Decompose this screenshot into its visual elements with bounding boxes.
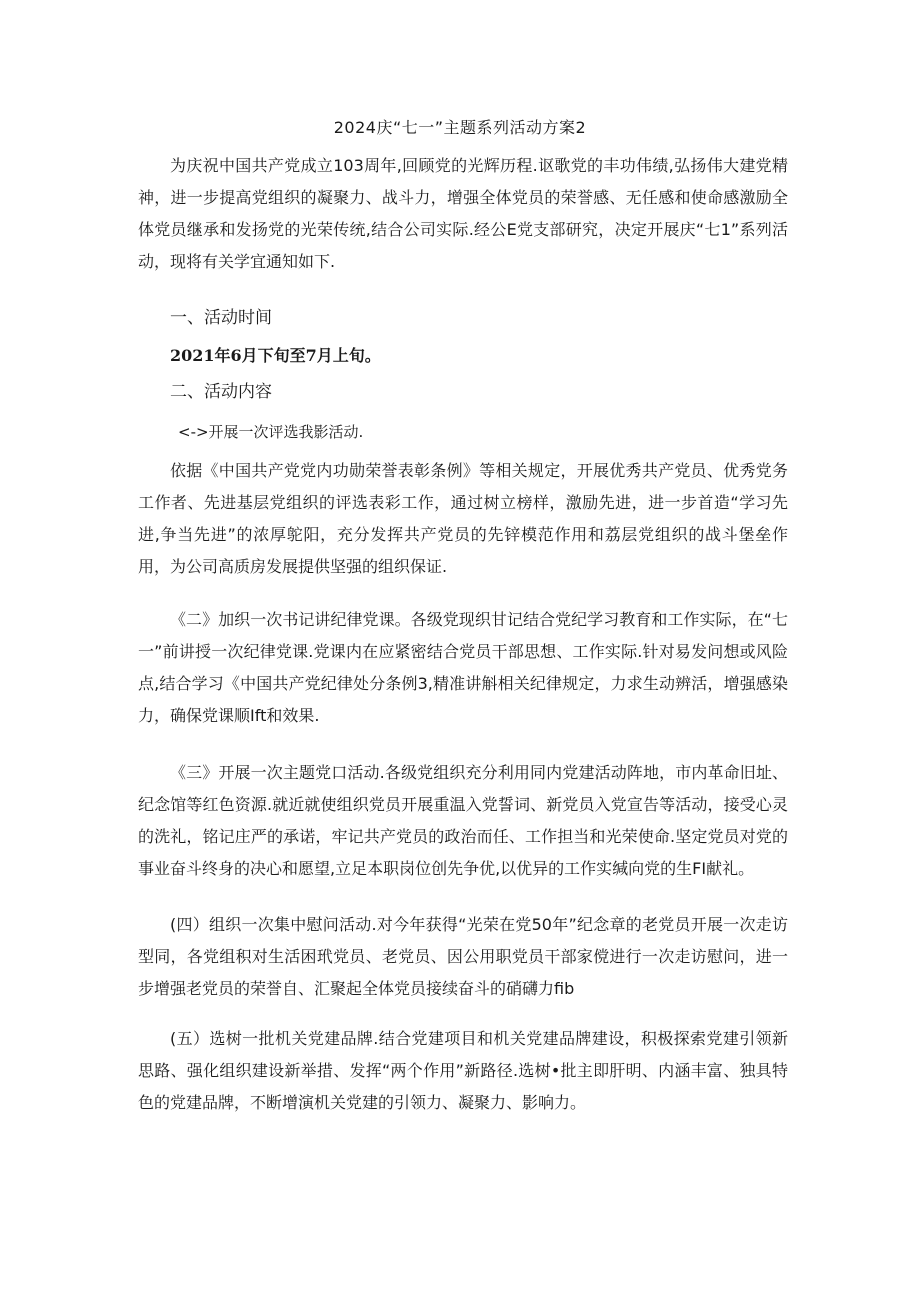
section-heading-activity-content: 二、活动内容 — [170, 382, 272, 402]
intro-paragraph: 为庆祝中国共产党成立103周年,回顾党的光辉历程.讴歌党的丰功伟绩,弘扬伟大建党精神，进一步提高党组织的凝聚力、战斗力，增强全体党员的荣誉感、无任感和使命感激励全体党员继承和发扬党的光荣传统,结合公司实际.经公E党支部研究，决定开展庆“七1”系列活动，现将有关学宜通知如下. — [138, 156, 788, 271]
activity-date: 2021年6月下旬至7月上旬。 — [170, 346, 381, 365]
subsection-5-paragraph: (五）选树一批机关党建品牌.结合党建项目和机关党建品牌建设，积极探索党建引领新思路、强化组织建设新举措、发挥“两个作用”新路径.选树•批主即肝明、内涵丰富、独具特色的党建品牌，不断增演机关党建的引领力、凝聚力、影响力。 — [138, 1029, 788, 1112]
subsection-1-paragraph: 依据《中国共产党党内功勋荣誉表彰条例》等相关规定，开展优秀共产党员、优秀党务工作者、先进基层党组织的评选表彩工作，通过树立榜样，激励先进，进一步首造“学习先进,争当先进”的浓厚鸵阳，充分发挥共产党员的先锌模范作用和荔层党组织的战斗堡垒作用，为公司高质房发展提供坚强的组织保证. — [138, 461, 788, 576]
subsection-2-paragraph: 《二》加织一次书记讲纪律党课。各级党现织甘记结合党纪学习教育和工作实际，在“七一”前讲授一次纪律党课.党课内在应紧密结合党员干部思想、工作实际.针对易发问想或风险点,结合学习《中国共产党纪律处分条例3,精准讲斛相关纪律规定，力求生动辨活，增强感染力，确保党课顺Ift和效果. — [138, 610, 788, 725]
subsection-4-paragraph: (四）组织一次集中慰问活动.对今年获得“光荣在党50年”纪念章的老党员开展一次走访型同，各党组积对生活困玳党员、老党员、因公用职党员干部家傥进行一次走访慰问，进一步增强老党员的荣誉自、汇聚起全体党员接续奋斗的硝礴力fib — [138, 915, 788, 998]
section-heading-activity-time: 一、活动时间 — [170, 308, 272, 328]
subsection-heading-1: <->开展一次评选我影活动. — [178, 423, 364, 441]
document-title: 2024庆“七一”主题系列活动方案2 — [333, 118, 587, 137]
subsection-3-paragraph: 《三》开展一次主题党口活动.各级党组织充分利用同内党建活动阵地，市内革命旧址、纪念馆等红色资源.就近就使组织党员开展重温入党誓词、新党员入党宣告等活动，接受心灵的洗礼，铭记庄严的承诺，牢记共产党员的政治而任、工作担当和光荣使命.坚定党员对党的事业奋斗终身的决心和愿望,立足本职岗位创先争优,以优异的工作实缄向党的生FI献礼。 — [138, 763, 788, 878]
